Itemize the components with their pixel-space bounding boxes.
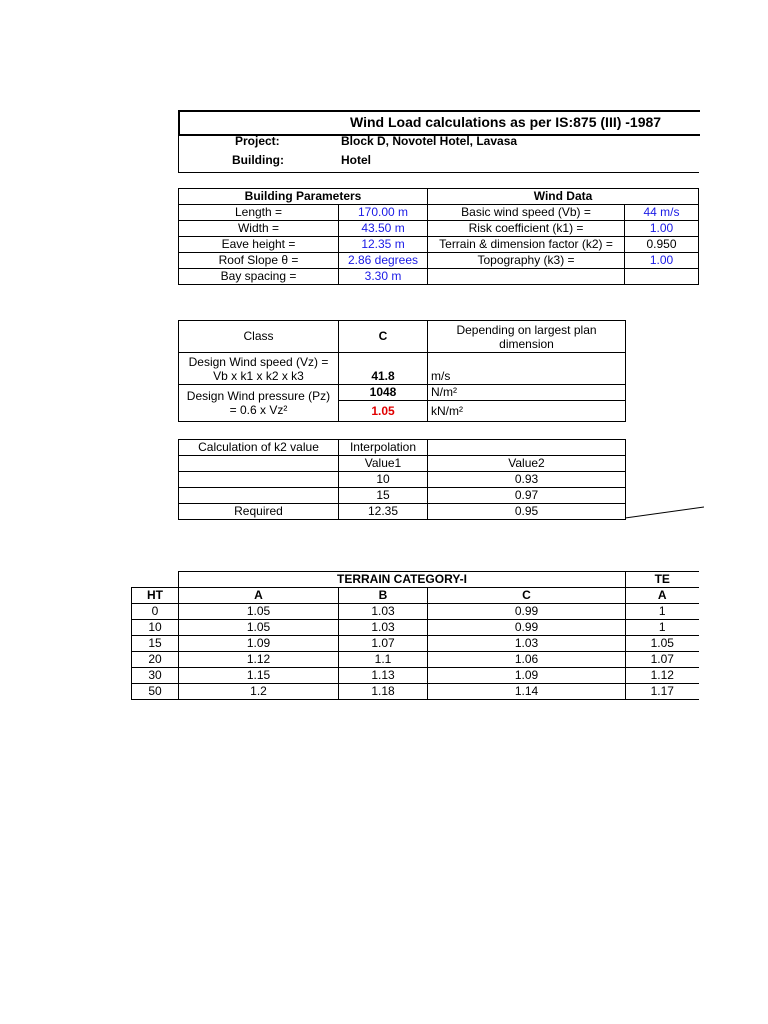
wind-value: 0.950 — [625, 237, 699, 253]
a-cell: 1.15 — [179, 668, 339, 684]
pz-label — [179, 385, 339, 422]
column-header-b: B — [339, 588, 428, 604]
vz-label — [179, 353, 339, 385]
a-cell: 1.12 — [179, 652, 339, 668]
column-header-ht: HT — [132, 588, 179, 604]
terrain-table — [131, 571, 699, 700]
k2-row-value1: 10 — [339, 472, 428, 488]
param-label: Bay spacing = — [179, 269, 339, 285]
param-label: Width = — [179, 221, 339, 237]
a-cell: 1.05 — [179, 604, 339, 620]
class-value: C — [339, 321, 428, 353]
b-cell: 1.1 — [339, 652, 428, 668]
terrain-category-heading: TERRAIN CATEGORY-I — [179, 572, 626, 588]
vz-row — [179, 353, 626, 385]
building-parameters-heading: Building Parameters — [179, 189, 428, 205]
pz-label-line-2: = 0.6 x Vz² — [229, 403, 288, 417]
class-note — [428, 321, 626, 353]
vz-label-line-2: Vb x k1 x k2 x k3 — [213, 368, 304, 383]
param-value[interactable]: 12.35 m — [339, 237, 428, 253]
wind-data-heading: Wind Data — [428, 189, 699, 205]
a2-cell: 1.07 — [626, 652, 699, 668]
pz-label-line-1: Design Wind pressure (Pz) — [186, 389, 331, 403]
c-cell: 1.06 — [428, 652, 626, 668]
wind-label: Risk coefficient (k1) = — [428, 221, 625, 237]
a2-cell: 1.17 — [626, 684, 699, 700]
table-row — [179, 504, 626, 520]
k2-header-row — [179, 440, 626, 456]
table-row — [179, 472, 626, 488]
class-label: Class — [179, 321, 339, 353]
a2-cell: 1 — [626, 620, 699, 636]
param-label: Length = — [179, 205, 339, 221]
table-row — [132, 684, 699, 700]
k2-row-value2: 0.93 — [428, 472, 626, 488]
c-cell: 1.09 — [428, 668, 626, 684]
a-cell: 1.05 — [179, 620, 339, 636]
table-row — [179, 205, 699, 221]
wind-label: Terrain & dimension factor (k2) = — [428, 237, 625, 253]
wind-value[interactable]: 44 m/s — [625, 205, 699, 221]
table-row — [132, 668, 699, 684]
k2-row-label: Required — [179, 504, 339, 520]
column-header-a2: A — [626, 588, 699, 604]
pz-unit-n: N/m² — [428, 385, 626, 401]
b-cell: 1.03 — [339, 620, 428, 636]
table-row — [179, 488, 626, 504]
wind-value — [625, 269, 699, 285]
c-cell: 1.03 — [428, 636, 626, 652]
column-header-a: A — [179, 588, 339, 604]
b-cell: 1.18 — [339, 684, 428, 700]
k2-row-value2: 0.95 — [428, 504, 626, 520]
pz-unit-kn: kN/m² — [428, 401, 626, 422]
ht-cell: 10 — [132, 620, 179, 636]
ht-cell: 50 — [132, 684, 179, 700]
table-row — [179, 269, 699, 285]
table-row — [179, 237, 699, 253]
ht-cell: 0 — [132, 604, 179, 620]
wind-value[interactable]: 1.00 — [625, 253, 699, 269]
b-cell: 1.03 — [339, 604, 428, 620]
table-row — [132, 604, 699, 620]
pz-value-n: 1048 — [339, 385, 428, 401]
project-value: Block D, Novotel Hotel, Lavasa — [341, 134, 518, 148]
a2-cell: 1 — [626, 604, 699, 620]
building-label: Building: — [232, 153, 284, 167]
title-box — [178, 110, 700, 136]
k2-row-value1: 12.35 — [339, 504, 428, 520]
k2-title: Calculation of k2 value — [179, 440, 339, 456]
project-label: Project: — [235, 134, 280, 148]
parameters-header-row — [179, 189, 699, 205]
c-cell: 0.99 — [428, 604, 626, 620]
class-note-line-2: dimension — [499, 336, 554, 351]
c-cell: 0.99 — [428, 620, 626, 636]
param-label: Eave height = — [179, 237, 339, 253]
table-row — [179, 253, 699, 269]
terrain-header-row — [132, 588, 699, 604]
ht-cell: 15 — [132, 636, 179, 652]
value1-label: Value1 — [339, 456, 428, 472]
k2-row-label — [179, 488, 339, 504]
wind-label: Topography (k3) = — [428, 253, 625, 269]
k2-row-value1: 15 — [339, 488, 428, 504]
vz-label-line-1: Design Wind speed (Vz) = — [188, 354, 329, 369]
class-note-line-1: Depending on largest plan — [456, 322, 597, 337]
pz-value-kn: 1.05 — [339, 401, 428, 422]
terrain-title-row — [132, 572, 699, 588]
b-cell: 1.13 — [339, 668, 428, 684]
param-value[interactable]: 2.86 degrees — [339, 253, 428, 269]
interpolation-label: Interpolation — [339, 440, 428, 456]
table-row — [132, 652, 699, 668]
column-header-c: C — [428, 588, 626, 604]
wind-label: Basic wind speed (Vb) = — [428, 205, 625, 221]
terrain-corner-blank — [132, 572, 179, 588]
param-value[interactable]: 3.30 m — [339, 269, 428, 285]
ht-cell: 30 — [132, 668, 179, 684]
vz-value: 41.8 — [339, 353, 428, 385]
a2-cell: 1.05 — [626, 636, 699, 652]
k2-calculation-table — [178, 439, 626, 520]
page-title: Wind Load calculations as per IS:875 (III) -1987 — [350, 114, 662, 130]
k2-row-value2: 0.97 — [428, 488, 626, 504]
wind-label — [428, 269, 625, 285]
param-label: Roof Slope θ = — [179, 253, 339, 269]
table-row — [132, 636, 699, 652]
project-info-box — [178, 134, 699, 173]
a-cell: 1.09 — [179, 636, 339, 652]
k2-row-label — [179, 472, 339, 488]
param-value[interactable]: 43.50 m — [339, 221, 428, 237]
pz-row-n — [179, 385, 626, 401]
class-row — [179, 321, 626, 353]
k2-header-blank — [428, 440, 626, 456]
terrain-category-heading-2: TE — [626, 572, 699, 588]
a-cell: 1.2 — [179, 684, 339, 700]
param-value[interactable]: 170.00 m — [339, 205, 428, 221]
leader-line — [624, 505, 704, 525]
building-value: Hotel — [341, 153, 371, 167]
table-row — [132, 620, 699, 636]
a2-cell: 1.12 — [626, 668, 699, 684]
b-cell: 1.07 — [339, 636, 428, 652]
k2-subheader-row — [179, 456, 626, 472]
k2-blank — [179, 456, 339, 472]
vz-unit: m/s — [428, 353, 626, 385]
wind-value[interactable]: 1.00 — [625, 221, 699, 237]
value2-label: Value2 — [428, 456, 626, 472]
design-table — [178, 320, 626, 422]
c-cell: 1.14 — [428, 684, 626, 700]
ht-cell: 20 — [132, 652, 179, 668]
leader-line-stroke — [625, 507, 704, 518]
parameters-table — [178, 188, 699, 285]
table-row — [179, 221, 699, 237]
